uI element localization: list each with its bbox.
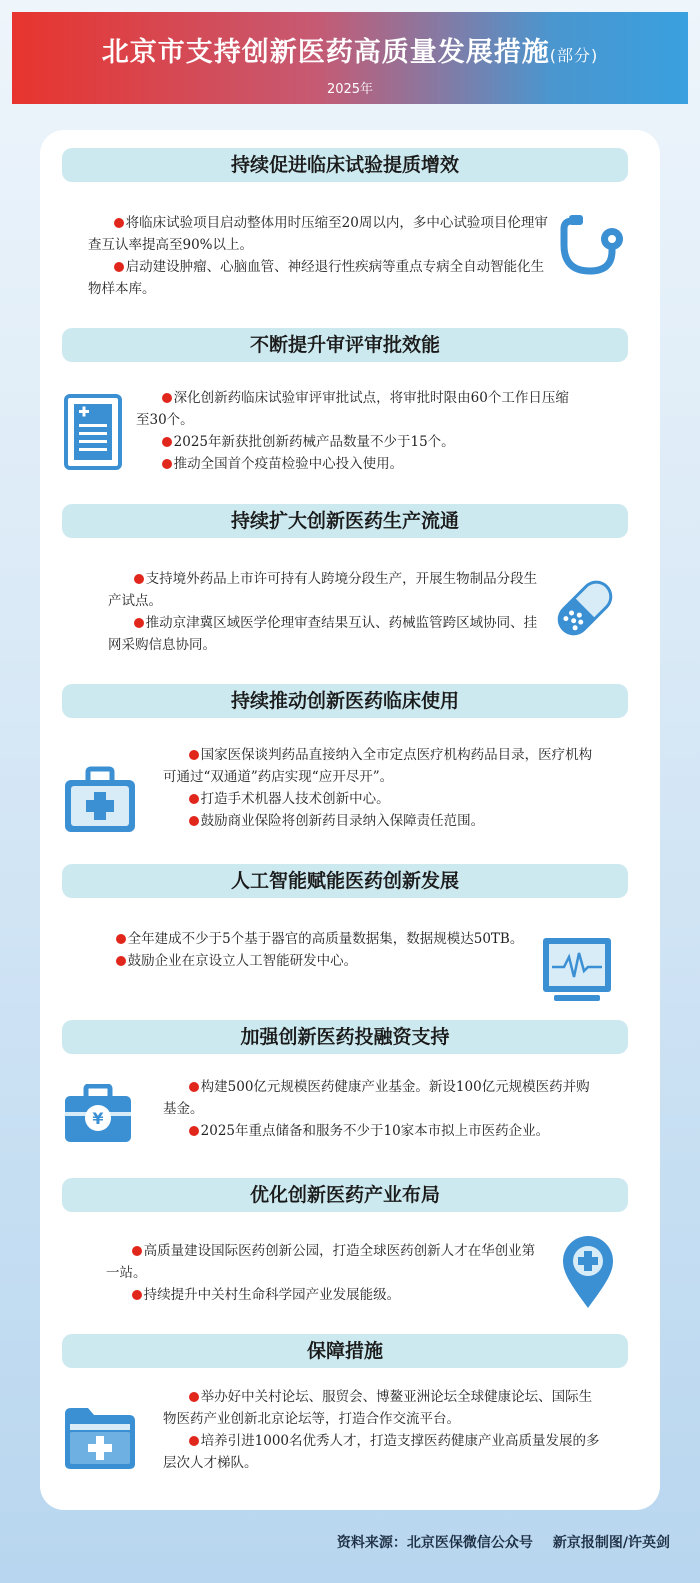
bullet-dot — [114, 218, 124, 228]
bullet-dot — [189, 1126, 199, 1136]
bullet-item — [136, 453, 576, 475]
stethoscope-icon — [550, 205, 630, 295]
bullet-dot — [132, 1246, 142, 1256]
bullet-dot — [162, 393, 172, 403]
bullet-item — [88, 212, 548, 256]
bullet-text: 高质量建设国际医药创新公园，打造全球医药创新人才在华创业第一站。 — [106, 1243, 536, 1281]
section-body — [106, 1240, 546, 1306]
section-body — [108, 568, 548, 656]
credit-text: 新京报制图/许英剑 — [552, 1535, 670, 1551]
bullet-item — [108, 568, 548, 612]
bullet-dot — [132, 1290, 142, 1300]
clipboard-icon — [62, 392, 124, 472]
footer-credits — [337, 1532, 670, 1552]
yuan-case-icon — [62, 1084, 134, 1146]
bullet-text: 推动京津冀区域医学伦理审查结果互认、药械监管跨区域协同、挂网采购信息协同。 — [108, 615, 538, 653]
bullet-dot — [189, 816, 199, 826]
bullet-text: 持续提升中关村生命科学园产业发展能级。 — [143, 1287, 401, 1303]
source-text: 资料来源：北京医保微信公众号 — [336, 1535, 533, 1551]
bullet-dot — [189, 750, 199, 760]
bullet-dot — [189, 794, 199, 804]
header-banner — [12, 12, 688, 104]
title-text: 北京市支持创新医药高质量发展措施 — [101, 37, 550, 68]
section-body — [88, 212, 548, 300]
bullet-item — [163, 810, 603, 832]
bullet-item — [163, 744, 603, 788]
section-body — [163, 1076, 603, 1142]
bullet-text: 鼓励商业保险将创新药目录纳入保障责任范围。 — [200, 813, 485, 829]
bullet-text: 鼓励企业在京设立人工智能研发中心。 — [127, 953, 358, 969]
section-title: 持续促进临床试验提质增效 — [62, 148, 628, 182]
bullet-item — [163, 1386, 603, 1430]
bullet-dot — [116, 934, 126, 944]
bullet-item — [163, 1120, 603, 1142]
bullet-item — [163, 1430, 603, 1474]
section-title: 加强创新医药投融资支持 — [62, 1020, 628, 1054]
bullet-text: 举办好中关村论坛、服贸会、博鳌亚洲论坛全球健康论坛、国际生物医药产业创新北京论坛等，打造合作交流平台。 — [163, 1389, 593, 1427]
bullet-item — [136, 387, 576, 431]
medical-folder-icon — [62, 1404, 138, 1472]
section-title: 持续推动创新医药临床使用 — [62, 684, 628, 718]
bullet-item — [88, 256, 548, 300]
bullet-item — [136, 431, 576, 453]
section-title: 不断提升审评审批效能 — [62, 328, 628, 362]
section-title: 人工智能赋能医药创新发展 — [62, 864, 628, 898]
bullet-dot — [134, 574, 144, 584]
bullet-dot — [189, 1082, 199, 1092]
bullet-text: 深化创新药临床试验审评审批试点，将审批时限由60个工作日压缩至30个。 — [136, 390, 569, 428]
bullet-text: 将临床试验项目启动整体用时压缩至20周以内，多中心试验项目伦理审查互认率提高至90%以上。 — [88, 215, 548, 253]
section-body — [163, 1386, 603, 1474]
bullet-text: 全年建成不少于5个基于器官的高质量数据集，数据规模达50TB。 — [127, 931, 524, 947]
section-title: 保障措施 — [62, 1334, 628, 1368]
section-title: 持续扩大创新医药生产流通 — [62, 504, 628, 538]
bullet-item — [90, 950, 530, 972]
bullet-item — [90, 928, 530, 950]
bullet-dot — [162, 437, 172, 447]
bullet-text: 启动建设肿瘤、心脑血管、神经退行性疾病等重点专病全自动智能化生物样本库。 — [88, 259, 545, 297]
year-label: 2025年 — [326, 82, 374, 97]
location-cross-icon — [560, 1234, 616, 1310]
bullet-dot — [162, 459, 172, 469]
bullet-dot — [134, 618, 144, 628]
bullet-text: 构建500亿元规模医药健康产业基金。新设100亿元规模医药并购基金。 — [163, 1079, 590, 1117]
bullet-item — [163, 1076, 603, 1120]
bullet-dot — [114, 262, 124, 272]
bullet-item — [106, 1284, 546, 1306]
bullet-text: 支持境外药品上市许可持有人跨境分段生产，开展生物制品分段生产试点。 — [108, 571, 538, 609]
bullet-text: 培养引进1000名优秀人才，打造支撑医药健康产业高质量发展的多层次人才梯队。 — [163, 1433, 600, 1471]
bullet-text: 打造手术机器人技术创新中心。 — [200, 791, 390, 807]
section-title: 优化创新医药产业布局 — [62, 1178, 628, 1212]
section-body — [136, 387, 576, 475]
section-body — [90, 928, 530, 972]
svg-text:¥: ¥ — [92, 1109, 104, 1128]
bullet-item — [108, 612, 548, 656]
bullet-text: 2025年新获批创新药械产品数量不少于15个。 — [173, 434, 455, 450]
bullet-item — [106, 1240, 546, 1284]
bullet-text: 2025年重点储备和服务不少于10家本市拟上市医药企业。 — [200, 1123, 550, 1139]
heart-monitor-icon — [540, 935, 614, 1005]
bullet-dot — [116, 956, 126, 966]
bullet-item — [163, 788, 603, 810]
bullet-text: 国家医保谈判药品直接纳入全市定点医疗机构药品目录，医疗机构可通过“双通道”药店实现“应开尽开”。 — [163, 747, 593, 785]
poster-title — [12, 30, 688, 69]
bullet-dot — [189, 1436, 199, 1446]
medical-kit-icon — [62, 766, 138, 836]
section-body — [163, 744, 603, 832]
capsule-icon — [545, 568, 625, 648]
bullet-text: 推动全国首个疫苗检验中心投入使用。 — [173, 456, 404, 472]
bullet-dot — [189, 1392, 199, 1402]
title-suffix: (部分) — [549, 46, 599, 65]
